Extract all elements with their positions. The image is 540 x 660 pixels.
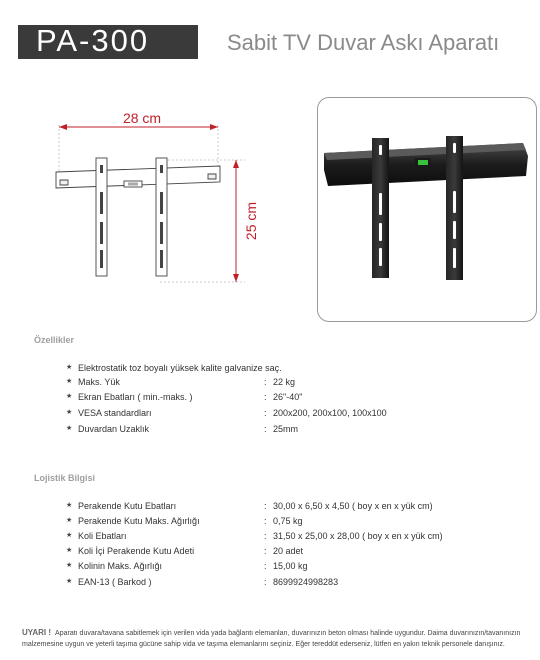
bullet-star-icon: ★	[66, 532, 73, 539]
bullet-star-icon: ★	[66, 562, 73, 569]
warning-label: UYARI !	[22, 628, 52, 637]
features-section-title: Özellikler	[34, 335, 75, 345]
product-title: Sabit TV Duvar Askı Aparatı	[227, 30, 500, 55]
bullet-star-icon: ★	[66, 517, 73, 524]
bullet-star-icon: ★	[66, 364, 73, 371]
bullet-star-icon: ★	[66, 425, 73, 432]
model-name: PA-300	[36, 23, 150, 58]
width-dimension-label: 28 cm	[122, 110, 162, 126]
bullet-star-icon: ★	[66, 378, 73, 385]
bullet-star-icon: ★	[66, 547, 73, 554]
height-dimension-label: 25 cm	[243, 201, 259, 241]
wall-bracket-image	[318, 98, 537, 322]
bubble-level	[418, 160, 428, 165]
bullet-star-icon: ★	[66, 409, 73, 416]
warning-text: Aparatı duvara/tavana sabitlemek için verilen vida yada bağlantı elemanları, duvarınızın beton olması halinde uygundur. Daima duvarınızın/tavanınızın malzemesine uygun ve yeterli taşıma gücüne sahip vida ve taşıma elemanlarını seçiniz. Eğer tereddüt ederseniz, lütfen en yakın teknik personele danışınız.	[22, 630, 521, 648]
model-badge	[18, 25, 198, 59]
bullet-star-icon: ★	[66, 502, 73, 509]
bullet-star-icon: ★	[66, 393, 73, 400]
header	[0, 25, 540, 59]
logistics-section-title: Lojistik Bilgisi	[34, 473, 96, 483]
dimension-drawing	[40, 100, 300, 300]
bullet-star-icon: ★	[66, 578, 73, 585]
product-photo-frame	[317, 97, 537, 322]
warning-note	[22, 627, 522, 650]
